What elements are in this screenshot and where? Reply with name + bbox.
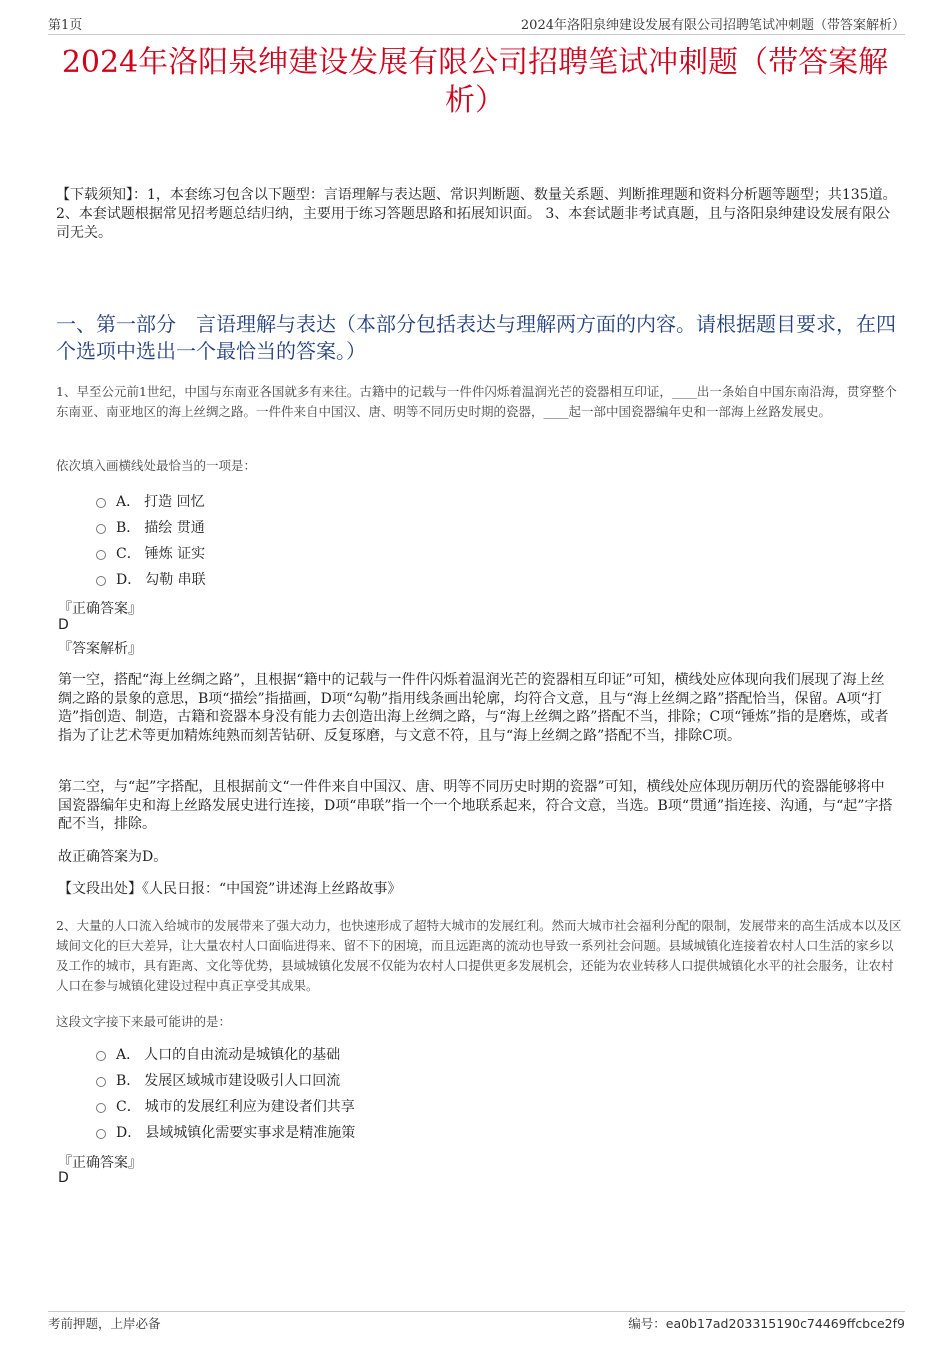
correct-answer: D xyxy=(58,617,69,633)
answer-label: 『正确答案』 xyxy=(58,1155,142,1171)
answer-label: 『正确答案』 xyxy=(58,601,142,617)
page-footer xyxy=(48,1311,905,1334)
option-c[interactable]: C． 城市的发展红利应为建设者们共享 xyxy=(96,1093,355,1119)
footer-slogan: 考前押题，上岸必备 xyxy=(48,1316,161,1331)
question-2-prompt: 这段文字接下来最可能讲的是： xyxy=(56,1014,232,1029)
option-d[interactable]: D． 勾勒 串联 xyxy=(96,566,206,592)
analysis-conclusion: 故正确答案为D。 xyxy=(58,849,168,865)
option-d[interactable]: D． 县域城镇化需要实事求是精准施策 xyxy=(96,1119,355,1145)
option-a[interactable]: A． 打造 回忆 xyxy=(96,488,206,514)
header-doc-title: 2024年洛阳泉绅建设发展有限公司招聘笔试冲刺题（带答案解析） xyxy=(520,18,905,33)
section-heading: 一、第一部分 言语理解与表达（本部分包括表达与理解两方面的内容。请根据题目要求，在四个选项中选出一个最恰当的答案。） xyxy=(56,312,896,363)
radio-icon[interactable] xyxy=(96,1051,106,1061)
question-1-prompt: 依次填入画横线处最恰当的一项是： xyxy=(56,458,257,473)
analysis-paragraph-1: 第一空，搭配“海上丝绸之路”，且根据“籍中的记载与一件件闪烁着温润光芒的瓷器相互印证”可知，横线处应体现向我们展现了海上丝绸之路的景象的意思，B项“描绘”指描画，D项“勾勒”指用线条画出轮廓，均符合文意，且与“海上丝绸之路”搭配恰当，保留。A项“打造”指创造、制造，古籍和瓷器本身没有能力去创造出海上丝绸之路，与“海上丝绸之路”搭配不当，排除；C项“锤炼”指的是磨炼，或者指为了让艺术等更加精炼纯熟而刻苦钻研、反复琢磨，与文意不符，且与“海上丝绸之路”搭配不当，排除C项。 xyxy=(58,672,889,744)
correct-answer: D xyxy=(58,1170,69,1186)
radio-icon[interactable] xyxy=(96,576,106,586)
analysis-label: 『答案解析』 xyxy=(58,641,142,657)
radio-icon[interactable] xyxy=(96,550,106,560)
page-number: 第1页 xyxy=(48,18,83,33)
document-code: 编号：ea0b17ad203315190c74469ffcbce2f9 xyxy=(628,1316,905,1331)
blank-2: ____ xyxy=(543,404,569,419)
radio-icon[interactable] xyxy=(96,1129,106,1139)
radio-icon[interactable] xyxy=(96,1077,106,1087)
radio-icon[interactable] xyxy=(96,1103,106,1113)
question-2-options xyxy=(96,1041,355,1145)
blank-1: ____ xyxy=(671,384,697,399)
radio-icon[interactable] xyxy=(96,524,106,534)
question-1-text: 1、早至公元前1世纪，中国与东南亚各国就多有来往。古籍中的记载与一件件闪烁着温润光芒的瓷器相互印证，____出一条始自中国东南沿海，贯穿整个东南亚、南亚地区的海上丝绸之路。一件件来自中国汉、唐、明等不同历史时期的瓷器，____起一部中国瓷器编年史和一部海上丝路发展史。 xyxy=(56,384,897,419)
option-a[interactable]: A． 人口的自由流动是城镇化的基础 xyxy=(96,1041,355,1067)
question-1-options xyxy=(96,488,206,592)
option-c[interactable]: C． 锤炼 证实 xyxy=(96,540,206,566)
question-2-text: 2、大量的人口流入给城市的发展带来了强大动力，也快速形成了超特大城市的发展红利。然而大城市社会福利分配的限制，发展带来的高生活成本以及区域间文化的巨大差异，让大量农村人口面临进得来、留不下的困境，而且远距离的流动也导致一系列社会问题。县域城镇化连接着农村人口生活的家乡以及工作的城市，具有距离、文化等优势，县域城镇化发展不仅能为农村人口提供更多发展机会，还能为农业转移人口提供城镇化水平的社会服务，让农村人口在参与城镇化建设过程中真正享受其成果。 xyxy=(56,918,902,993)
document-title: 2024年洛阳泉绅建设发展有限公司招聘笔试冲刺题（带答案解析） xyxy=(61,45,889,118)
download-notice: 【下载须知】：1，本套练习包含以下题型：言语理解与表达题、常识判断题、数量关系题、判断推理题和资料分析题等题型；共135道。 2、本套试题根据常见招考题总结归纳，主要用于练习答题思路和拓展知识面。 3、本套试题非考试真题，且与洛阳泉绅建设发展有限公司无关。 xyxy=(56,187,897,241)
option-b[interactable]: B． 描绘 贯通 xyxy=(96,514,206,540)
page-header xyxy=(48,14,905,35)
analysis-paragraph-2: 第二空，与“起”字搭配，且根据前文“一件件来自中国汉、唐、明等不同历史时期的瓷器”可知，横线处应体现历朝历代的瓷器能够将中国瓷器编年史和海上丝路发展史进行连接，D项“串联”指一个一个地联系起来，符合文意，当选。B项“贯通”指连接、沟通，与“起”字搭配不当，排除。 xyxy=(58,779,893,832)
source-citation: 【文段出处】《人民日报：“中国瓷”讲述海上丝路故事》 xyxy=(58,881,402,897)
radio-icon[interactable] xyxy=(96,498,106,508)
option-b[interactable]: B． 发展区域城市建设吸引人口回流 xyxy=(96,1067,355,1093)
